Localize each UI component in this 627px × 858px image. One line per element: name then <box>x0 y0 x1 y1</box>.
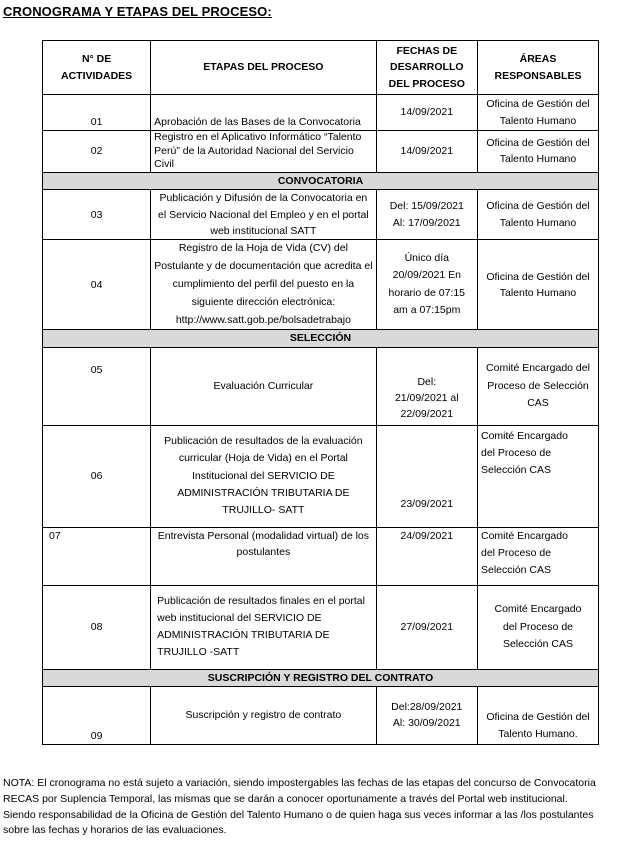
header-dates: FECHAS DE DESARROLLO DEL PROCESO <box>376 41 477 95</box>
table-row <box>43 425 599 527</box>
table-row <box>43 585 599 669</box>
table-row <box>43 95 599 131</box>
activity-number: 07 <box>43 527 151 585</box>
section-convocatoria: CONVOCATORIA <box>43 172 599 189</box>
header-stage: ETAPAS DEL PROCESO <box>151 41 376 95</box>
activity-area: Comité Encargado del Proceso de Selección CAS <box>477 347 598 425</box>
activity-number: 09 <box>43 686 151 744</box>
header-num: N° DE ACTIVIDADES <box>43 41 151 95</box>
table-row <box>43 240 599 330</box>
activity-stage: Registro en el Aplicativo Informático “Talento Perú” de la Autoridad Nacional del Servicio Civil <box>151 131 376 173</box>
activity-number: 02 <box>43 131 151 173</box>
activity-area: Oficina de Gestión del Talento Humano <box>477 240 598 330</box>
schedule-note: NOTA: El cronograma no está sujeto a variación, siendo impostergables las fechas de las etapas del concurso de Convocatoria RECAS por Suplencia Temporal, las mismas que se darán a conocer oportunamente a través del Portal web institucional. Siendo responsabilidad de la Oficina de Gestión del Talento Humano o de quien haga sus veces informar a las /los postulantes sobre las fechas y horarios de las evaluaciones. <box>3 777 596 837</box>
activity-dates: Único día 20/09/2021 En horario de 07:15 am a 07:15pm <box>376 240 477 330</box>
activity-dates: Del:28/09/2021 Al: 30/09/2021 <box>376 686 477 744</box>
activity-stage: Publicación y Difusión de la Convocatoria en el Servicio Nacional del Empleo y en el portal web institucional SATT <box>151 190 376 240</box>
activity-dates: Del: 21/09/2021 al 22/09/2021 <box>376 347 477 425</box>
section-seleccion: SELECCIÓN <box>43 330 599 347</box>
activity-number: 04 <box>43 240 151 330</box>
section-row <box>43 669 599 686</box>
activity-stage: Entrevista Personal (modalidad virtual) de los postulantes <box>151 527 376 585</box>
table-header-row <box>43 41 599 95</box>
schedule-table <box>42 40 599 745</box>
activity-dates: 27/09/2021 <box>376 585 477 669</box>
activity-dates: 24/09/2021 <box>376 527 477 585</box>
activity-area: Comité Encargado del Proceso de Selección CAS <box>477 425 598 527</box>
table-row <box>43 131 599 173</box>
activity-dates: 14/09/2021 <box>376 95 477 131</box>
section-contrato: SUSCRIPCIÓN Y REGISTRO DEL CONTRATO <box>43 669 599 686</box>
activity-stage: Publicación de resultados finales en el portal web institucional del SERVICIO DE ADMINISTRACIÓN TRIBUTARIA DE TRUJILLO -SATT <box>151 585 376 669</box>
table-row <box>43 347 599 425</box>
activity-area: Oficina de Gestión del Talento Humano. <box>477 686 598 744</box>
activity-area: Oficina de Gestión del Talento Humano <box>477 190 598 240</box>
activity-area: Oficina de Gestión del Talento Humano <box>477 131 598 173</box>
activity-dates: 23/09/2021 <box>376 425 477 527</box>
activity-stage: Suscripción y registro de contrato <box>151 686 376 744</box>
activity-number: 06 <box>43 425 151 527</box>
table-row <box>43 190 599 240</box>
document-title: CRONOGRAMA Y ETAPAS DEL PROCESO: <box>3 4 272 19</box>
activity-stage: Publicación de resultados de la evaluación curricular (Hoja de Vida) en el Portal Institucional del SERVICIO DE ADMINISTRACIÓN TRIBUTARIA DE TRUJILLO- SATT <box>151 425 376 527</box>
activity-number: 05 <box>43 347 151 425</box>
activity-stage: Registro de la Hoja de Vida (CV) del Postulante y de documentación que acredita el cumplimiento del perfil del puesto en la siguiente dirección electrónica: http://www.satt.gob.pe/bolsadetrabajo <box>151 240 376 330</box>
activity-area: Comité Encargado del Proceso de Selección CAS <box>477 527 598 585</box>
activity-stage: Aprobación de las Bases de la Convocatoria <box>151 95 376 131</box>
activity-dates: 14/09/2021 <box>376 131 477 173</box>
activity-stage: Evaluación Curricular <box>151 347 376 425</box>
table-row <box>43 686 599 744</box>
activity-area: Oficina de Gestión del Talento Humano <box>477 95 598 131</box>
activity-number: 01 <box>43 95 151 131</box>
activity-number: 08 <box>43 585 151 669</box>
section-row <box>43 172 599 189</box>
activity-number: 03 <box>43 190 151 240</box>
header-areas: ÁREAS RESPONSABLES <box>477 41 598 95</box>
table-row <box>43 527 599 585</box>
activity-area: Comité Encargado del Proceso de Selección CAS <box>477 585 598 669</box>
activity-dates: Del: 15/09/2021 Al: 17/09/2021 <box>376 190 477 240</box>
section-row <box>43 330 599 347</box>
